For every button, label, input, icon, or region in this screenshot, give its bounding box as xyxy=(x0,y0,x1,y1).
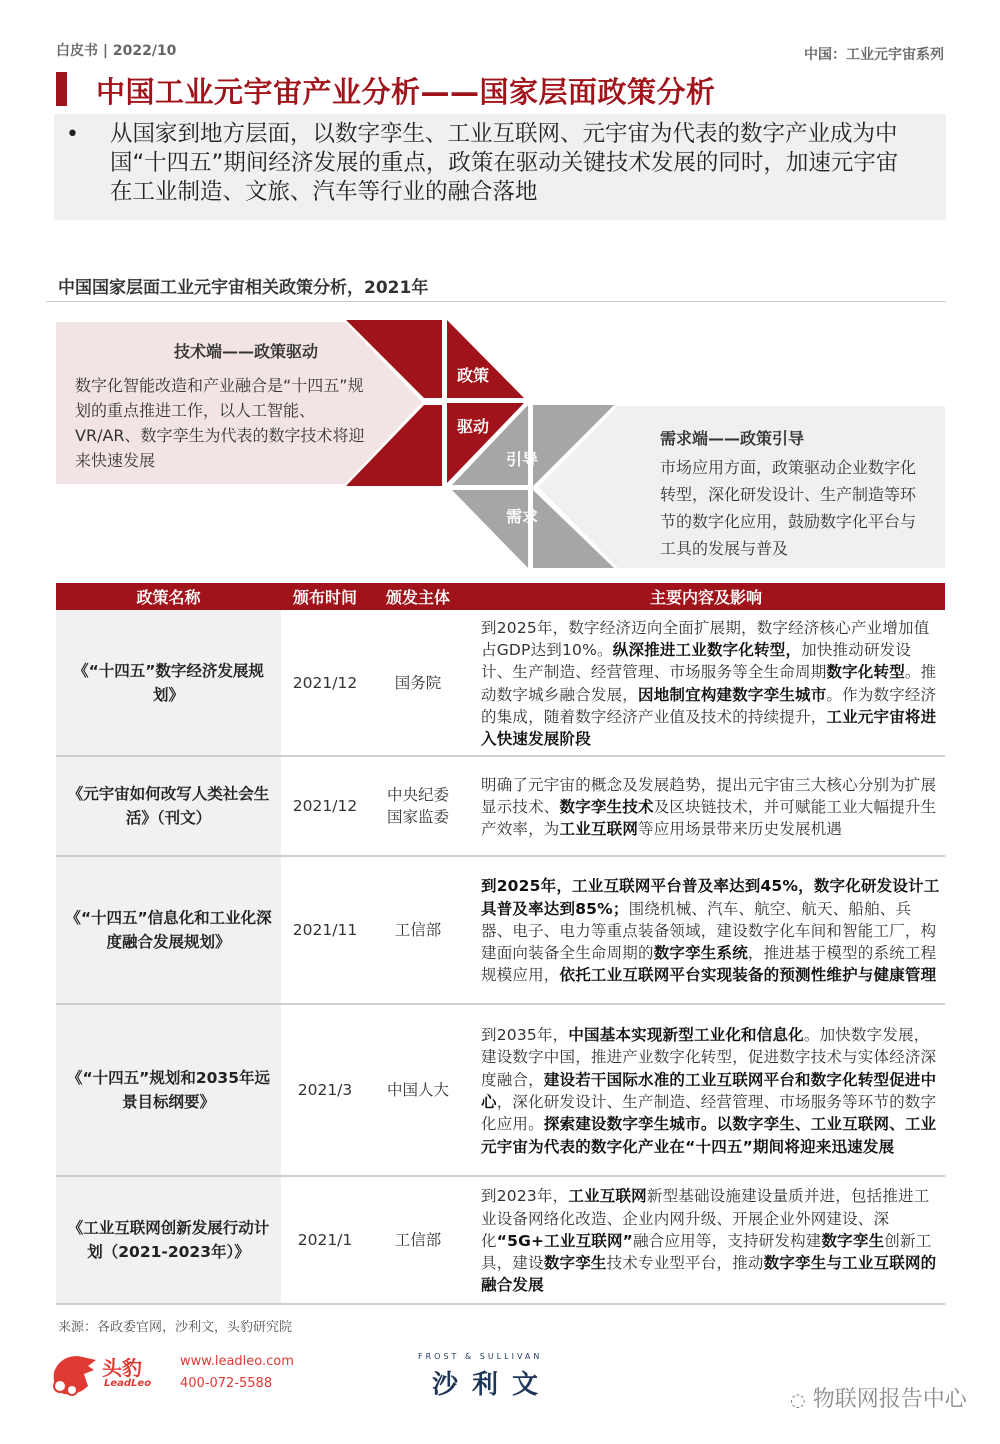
policy-name: 《“十四五”信息化和工业化深度融合发展规划》 xyxy=(56,856,281,1004)
label-demand: 需求 xyxy=(506,507,539,526)
wechat-icon: ◌ xyxy=(790,1390,806,1411)
policy-content: 到2023年，工业互联网新型基础设施建设量质并进，包括推进工业设备网络化改造、企业内网升级、开展企业外网建设、深化“5G+工业互联网”融合应用等，支持研发构建数字孪生创新工具，建设数字孪生技术专业型平台，推动数字孪生与工业互联网的融合发展 xyxy=(467,1176,945,1304)
demand-side-body: 市场应用方面，政策驱动企业数字化转型，深化研发设计、生产制造等环节的数字化应用，鼓励数字化平台与工具的发展与普及 xyxy=(660,458,917,558)
table-row xyxy=(56,1176,945,1304)
policy-issuer: 国务院 xyxy=(369,610,467,756)
page-title: 中国工业元宇宙产业分析——国家层面政策分析 xyxy=(96,75,716,109)
col-header-name: 政策名称 xyxy=(56,583,281,610)
policy-name: 《“十四五”数字经济发展规划》 xyxy=(56,610,281,756)
col-header-date: 颁布时间 xyxy=(281,583,369,610)
table-row xyxy=(56,856,945,1004)
policy-content: 到2035年，中国基本实现新型工业化和信息化。加快数字发展，建设数字中国，推进产业数字化转型，促进数字技术与实体经济深度融合，建设若干国际水准的工业互联网平台和数字化转型促进中心，深化研发设计、生产制造、经营管理、市场服务等环节的数字化应用。探索建设数字孪生城市。以数字孪生、工业互联网、工业元宇宙为代表的数字化产业在“十四五”期间将迎来迅速发展 xyxy=(467,1004,945,1176)
watermark-text: 物联网报告中心 xyxy=(812,1387,967,1412)
policy-content: 到2025年，数字经济迈向全面扩展期，数字经济核心产业增加值占GDP达到10%。纵深推进工业数字化转型，加快推动研发设计、生产制造、经营管理、市场服务等全生命周期数字化转型。推动数字城乡融合发展，因地制宜构建数字孪生城市。作为数字经济的集成，随着数字经济产业值及技术的持续提升，工业元宇宙将进入快速发展阶段 xyxy=(467,610,945,756)
frost-sullivan-en: FROST & SULLIVAN xyxy=(418,1352,543,1361)
leadleo-cn: 头豹 xyxy=(102,1356,142,1380)
policy-issuer: 中央纪委 国家监委 xyxy=(369,756,467,856)
gray-triangle-demand xyxy=(452,490,528,568)
policy-name: 《“十四五”规划和2035年远景目标纲要》 xyxy=(56,1004,281,1176)
table-row xyxy=(56,610,945,756)
frost-sullivan-cn: 沙利文 xyxy=(432,1370,553,1400)
policy-name: 《工业互联网创新发展行动计划（2021-2023年）》 xyxy=(56,1176,281,1304)
source-note: 来源：各政委官网，沙利文，头豹研究院 xyxy=(58,1320,293,1335)
summary-text: 从国家到地方层面，以数字孪生、工业互联网、元宇宙为代表的数字产业成为中国“十四五”期间经济发展的重点，政策在驱动关键技术发展的同时，加速元宇宙在工业制造、文旅、汽车等行业的融合落地 xyxy=(110,121,899,205)
policy-date: 2021/1 xyxy=(281,1176,369,1304)
policy-content: 明确了元宇宙的概念及发展趋势，提出元宇宙三大核心分别为扩展显示技术、数字孪生技术及区块链技术，并可赋能工业大幅提升生产效率，为工业互联网等应用场景带来历史发展机遇 xyxy=(467,756,945,856)
policy-table xyxy=(56,583,945,1305)
table-row xyxy=(56,756,945,856)
policy-date: 2021/11 xyxy=(281,856,369,1004)
header-doc-type: 白皮书 | 2022/10 xyxy=(56,43,177,59)
table-row xyxy=(56,1004,945,1176)
policy-issuer: 工信部 xyxy=(369,856,467,1004)
policy-name: 《元宇宙如何改写人类社会生活》（刊文） xyxy=(56,756,281,856)
label-drive: 驱动 xyxy=(457,417,490,436)
tech-side-body: 数字化智能改造和产业融合是“十四五”规划的重点推进工作，以人工智能、VR/AR、数字孪生为代表的数字技术将迎来快速发展 xyxy=(75,376,365,470)
leadleo-phone: 400-072-5588 xyxy=(180,1376,273,1391)
leadleo-website[interactable]: www.leadleo.com xyxy=(180,1354,294,1369)
policy-content: 到2025年，工业互联网平台普及率达到45%，数字化研发设计工具普及率达到85%；围绕机械、汽车、航空、航天、船舶、兵器、电子、电力等重点装备领域，建设数字化车间和智能工厂，构建面向装备全生命周期的数字孪生系统，推进基于模型的系统工程规模应用，依托工业互联网平台实现装备的预测性维护与健康管理 xyxy=(467,856,945,1004)
demand-side-title: 需求端——政策引导 xyxy=(660,429,805,448)
label-guide: 引导 xyxy=(506,450,539,469)
header-series: 中国：工业元宇宙系列 xyxy=(804,47,944,63)
leadleo-logo-icon xyxy=(48,1352,100,1398)
figure-title: 中国国家层面工业元宇宙相关政策分析，2021年 xyxy=(58,278,429,298)
label-policy: 政策 xyxy=(457,366,490,385)
policy-issuer: 中国人大 xyxy=(369,1004,467,1176)
red-triangle-policy xyxy=(447,320,524,398)
wechat-watermark xyxy=(790,1382,967,1413)
tech-side-title: 技术端——政策驱动 xyxy=(174,342,319,361)
bullet-icon: • xyxy=(66,122,79,147)
policy-date: 2021/12 xyxy=(281,610,369,756)
policy-issuer: 工信部 xyxy=(369,1176,467,1304)
table-header-row xyxy=(56,583,945,610)
col-header-content: 主要内容及影响 xyxy=(467,583,945,610)
leadleo-en: LeadLeo xyxy=(104,1378,152,1389)
policy-date: 2021/12 xyxy=(281,756,369,856)
col-header-issuer: 颁发主体 xyxy=(369,583,467,610)
policy-date: 2021/3 xyxy=(281,1004,369,1176)
